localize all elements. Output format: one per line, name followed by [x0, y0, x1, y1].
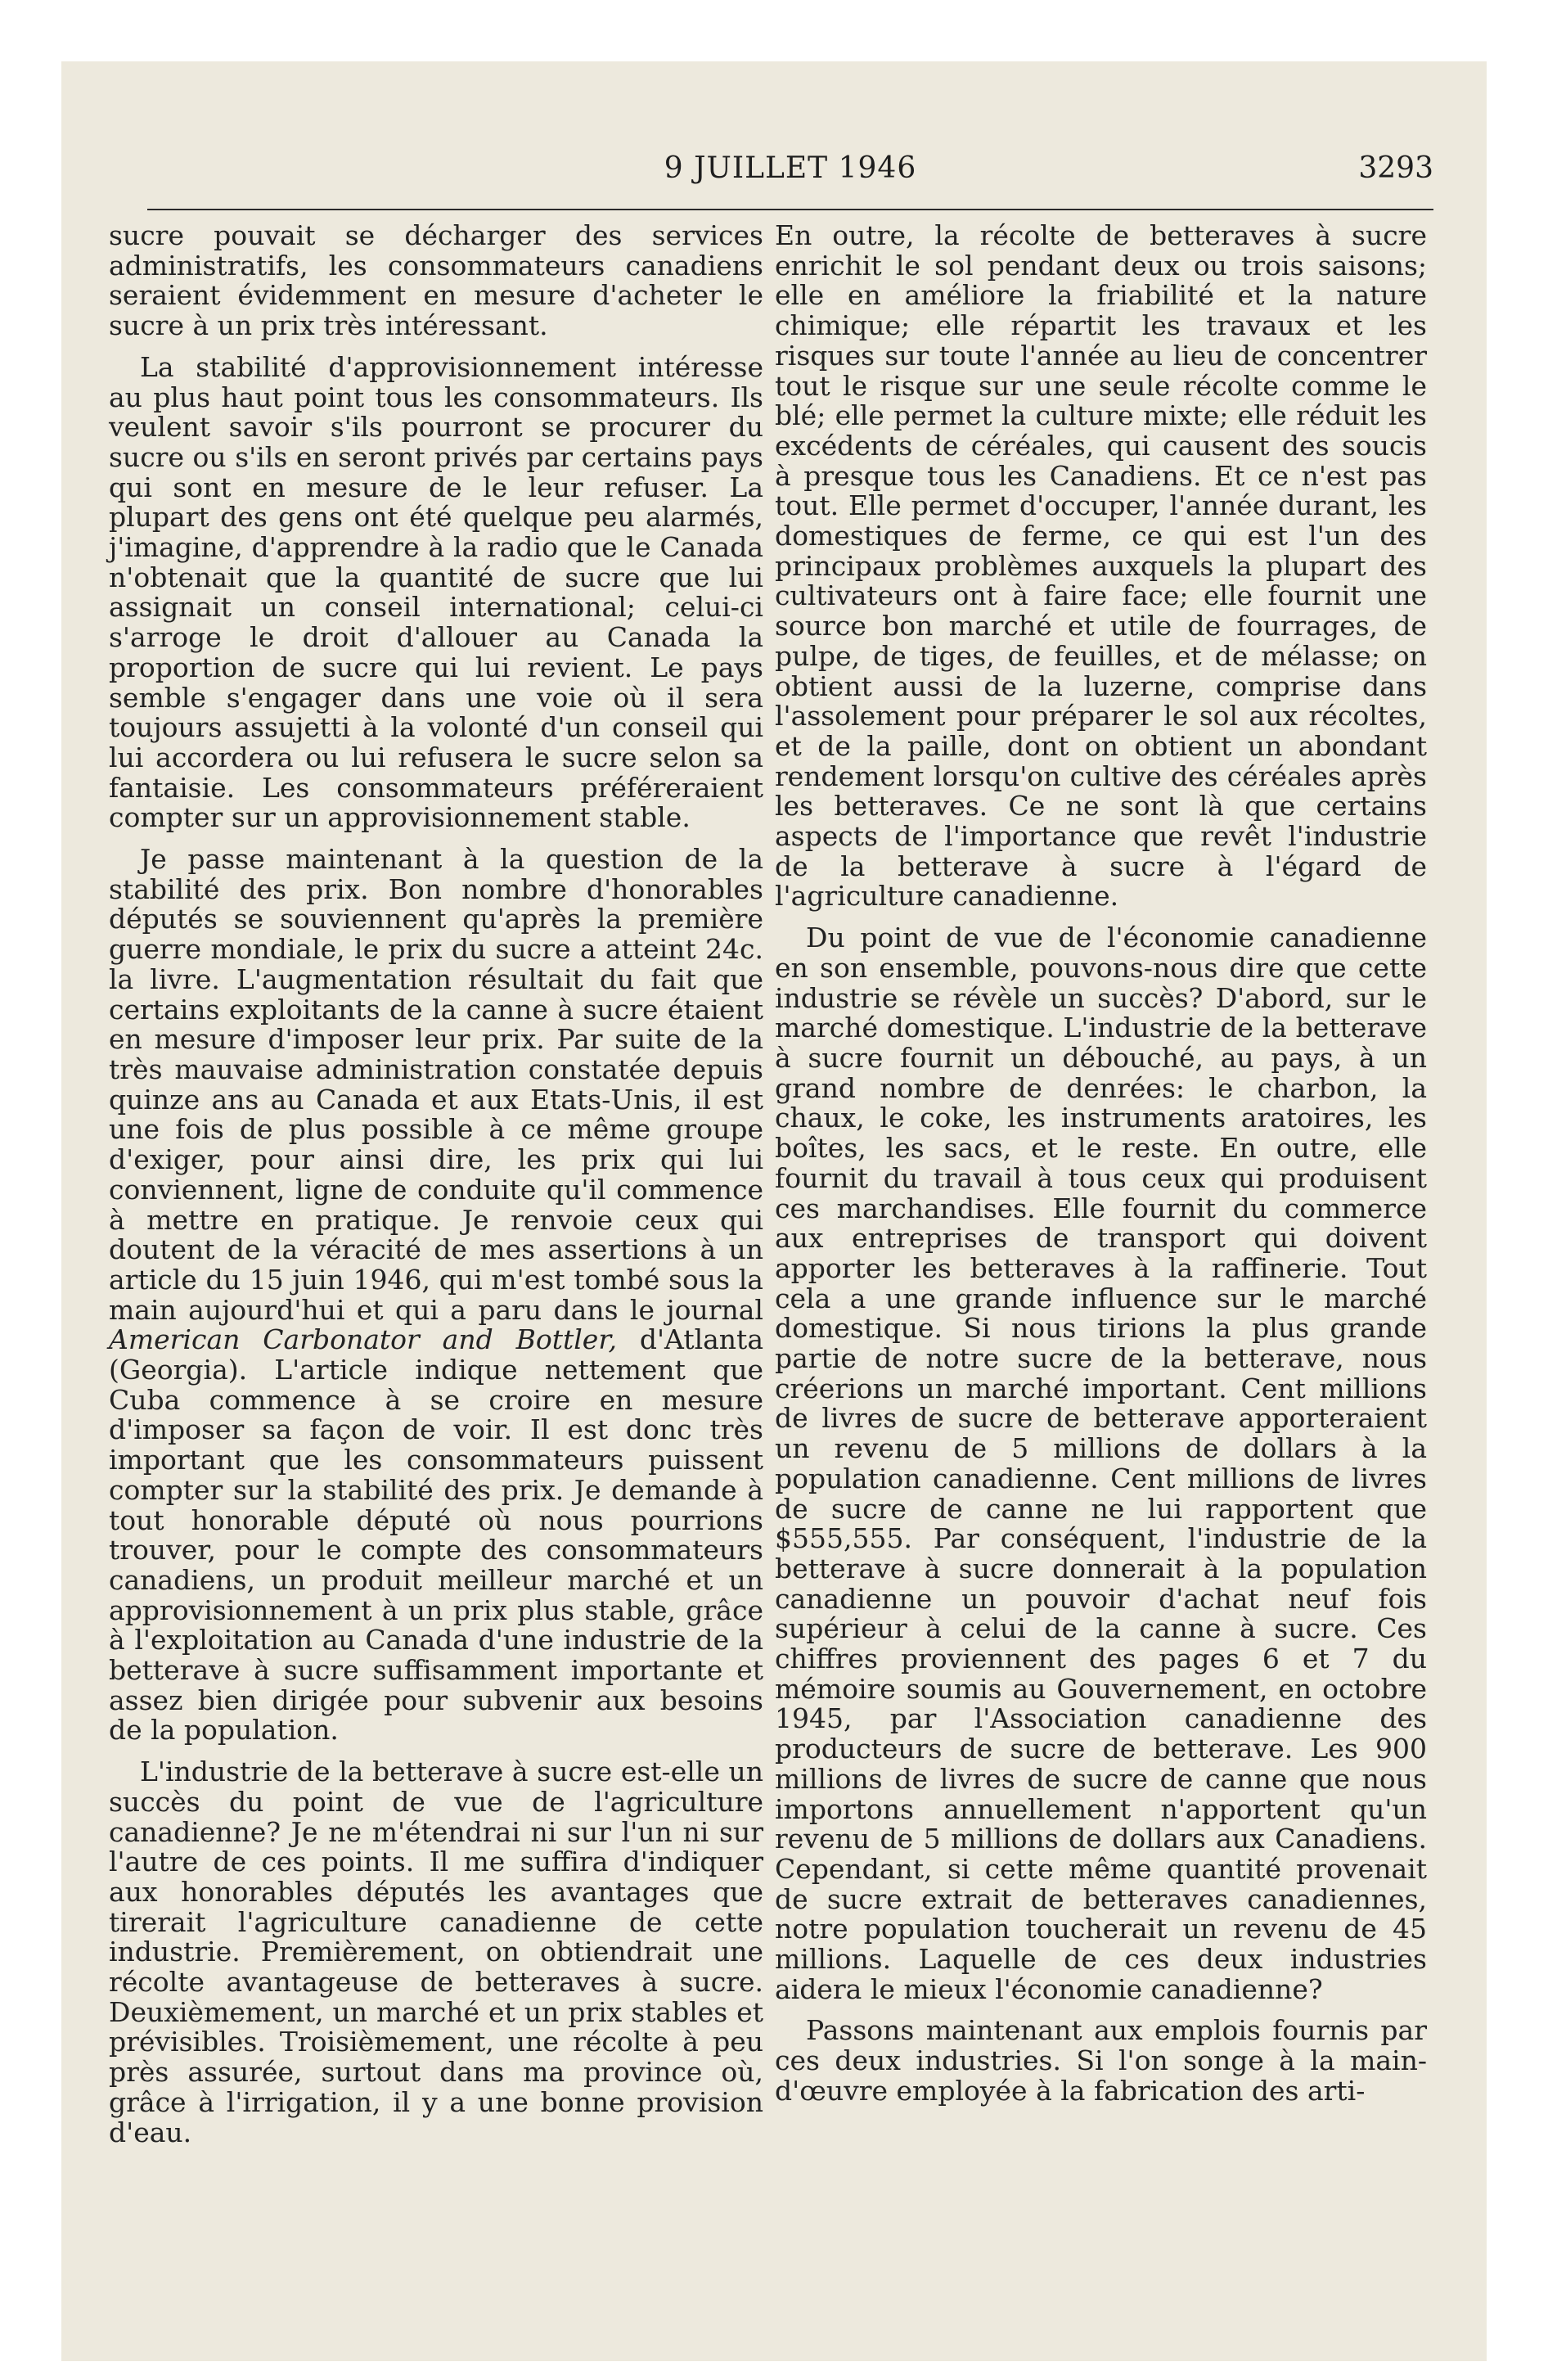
header-date: 9 JUILLET 1946 — [664, 151, 917, 185]
paragraph: En outre, la récolte de betteraves à sucre enrichit le sol pendant deux ou trois saisons; elle en améliore la friabilité et la nature chimique; elle répartit les travaux et les risques sur toute l'année au lieu de concentrer tout le risque sur une seule récolte comme le blé; elle permet la culture mixte; elle réduit les excédents de céréales, qui causent des soucis à presque tous les Canadiens. Et ce n'est pas tout. Elle permet d'occuper, l'année durant, les domestiques de ferme, ce qui est l'un des principaux problèmes auxquels la plupart des cultivateurs ont à faire face; elle fournit une source bon marché et utile de fourrages, de pulpe, de tiges, de feuilles, et de mélasse; on obtient aussi de la luzerne, comprise dans l'assolement pour préparer le sol aux récoltes, et de la paille, dont on obtient un abondant rendement lorsqu'on cultive des céréales après les betteraves. Ce ne sont là que certains aspects de l'importance que revêt l'industrie de la betterave à sucre à l'égard de l'agriculture canadienne. — [775, 219, 1427, 913]
paragraph-text: Je passe maintenant à la question de la stabilité des prix. Bon nombre d'honorables députés se souviennent qu'après la première guerre mondiale, le prix du sucre a atteint 24c. la livre. L'augmentation résultait du fait que certains exploitants de la canne à sucre étaient en mesure d'imposer leur prix. Par suite de la très mauvaise administration constatée depuis quinze ans au Canada et aux Etats-Unis, il est une fois de plus possible à ce même groupe d'exiger, pour ainsi dire, les prix qui lui conviennent, ligne de conduite qu'il commence à mettre en pratique. Je renvoie ceux qui doutent de la véracité de mes assertions à un article du 15 juin 1946, qui m'est tombé sous la main aujourd'hui et qui a paru dans le journal — [109, 843, 763, 1326]
page-header — [147, 151, 1433, 210]
journal-title: American Carbonator and Bottler, — [109, 1323, 617, 1356]
paragraph: Du point de vue de l'économie canadienne en son ensemble, pouvons-nous dire que cette industrie se révèle un succès? D'abord, sur le marché domestique. L'industrie de la betterave à sucre fournit un débouché, au pays, à un grand nombre de denrées: le charbon, la chaux, le coke, les instruments aratoires, les boîtes, les sacs, et le reste. En outre, elle fournit du travail à tous ceux qui produisent ces marchandises. Elle fournit du commerce aux entreprises de transport qui doivent apporter les betteraves à la raffinerie. Tout cela a une grande influence sur le marché domestique. Si nous tirions la plus grande partie de notre sucre de la betterave, nous créerions un marché important. Cent millions de livres de sucre de betterave apporteraient un revenu de 5 millions de dollars à la population canadienne. Cent millions de livres de sucre de canne ne lui rapportent que $555,555. Par conséquent, l'industrie de la betterave à sucre donnerait à la population canadienne un pouvoir d'achat neuf fois supérieur à celui de la canne à sucre. Ces chiffres proviennent des pages 6 et 7 du mémoire soumis au Gouvernement, en octobre 1945, par l'Association canadienne des producteurs de sucre de betterave. Les 900 millions de livres de sucre de canne que nous importons annuellement n'apportent qu'un revenu de 5 millions de dollars aux Canadiens. Cependant, si cette même quantité provenait de sucre extrait de betteraves canadiennes, notre population toucherait un revenu de 45 millions. Laquelle de ces deux industries aidera le mieux l'économie canadienne? — [775, 922, 1427, 2005]
paragraph: La stabilité d'approvisionnement intéresse au plus haut point tous les consommateurs. Ils veulent savoir s'ils pourront se procurer du sucre ou s'ils en seront privés par certains pays qui sont en mesure de le leur refuser. La plupart des gens ont été quelque peu alarmés, j'imagine, d'apprendre à la radio que le Canada n'obtenait que la quantité de sucre que lui assignait un conseil international; celui-ci s'arroge le droit d'allouer au Canada la proportion de sucre qui lui revient. Le pays semble s'engager dans une voie où il sera toujours assujetti à la volonté d'un conseil qui lui accordera ou lui refusera le sucre selon sa fantaisie. Les consommateurs préféreraient compter sur un approvisionnement stable. — [109, 350, 763, 834]
right-column — [775, 221, 1427, 2118]
paragraph: Passons maintenant aux emplois fournis par ces deux industries. Si l'on songe à la main-d'œuvre employée à la fabrication des arti- — [775, 2014, 1427, 2107]
page-number: 3293 — [1358, 151, 1433, 185]
paragraph-text: d'Atlanta (Georgia). L'article indique nettement que Cuba commence à se croire en mesure d'imposer sa façon de voir. Il est donc très important que les consommateurs puissent compter sur la stabilité des prix. Je demande à tout honorable député où nous pourrions trouver, pour le compte des consommateurs canadiens, un produit meilleur marché et un approvisionnement à un prix plus stable, grâce à l'exploitation au Canada d'une industrie de la betterave à sucre suffisamment importante et assez bien dirigée pour subvenir aux besoins de la population. — [109, 1323, 763, 1747]
paragraph: sucre pouvait se décharger des services administratifs, les consommateurs canadiens seraient évidemment en mesure d'acheter le sucre à un prix très intéressant. — [109, 219, 763, 342]
paragraph — [109, 845, 763, 1746]
left-column — [109, 221, 763, 2159]
paragraph: L'industrie de la betterave à sucre est-elle un succès du point de vue de l'agriculture canadienne? Je ne m'étendrai ni sur l'un ni sur l'autre de ces points. Il me suffira d'indiquer aux honorables députés les avantages que tirerait l'agriculture canadienne de cette industrie. Premièrement, on obtiendrait une récolte avantageuse de betteraves à sucre. Deuxièmement, un marché et un prix stables et prévisibles. Troisièmement, une récolte à peu près assurée, surtout dans ma province où, grâce à l'irrigation, il y a une bonne provision d'eau. — [109, 1756, 763, 2148]
page — [61, 61, 1487, 2361]
